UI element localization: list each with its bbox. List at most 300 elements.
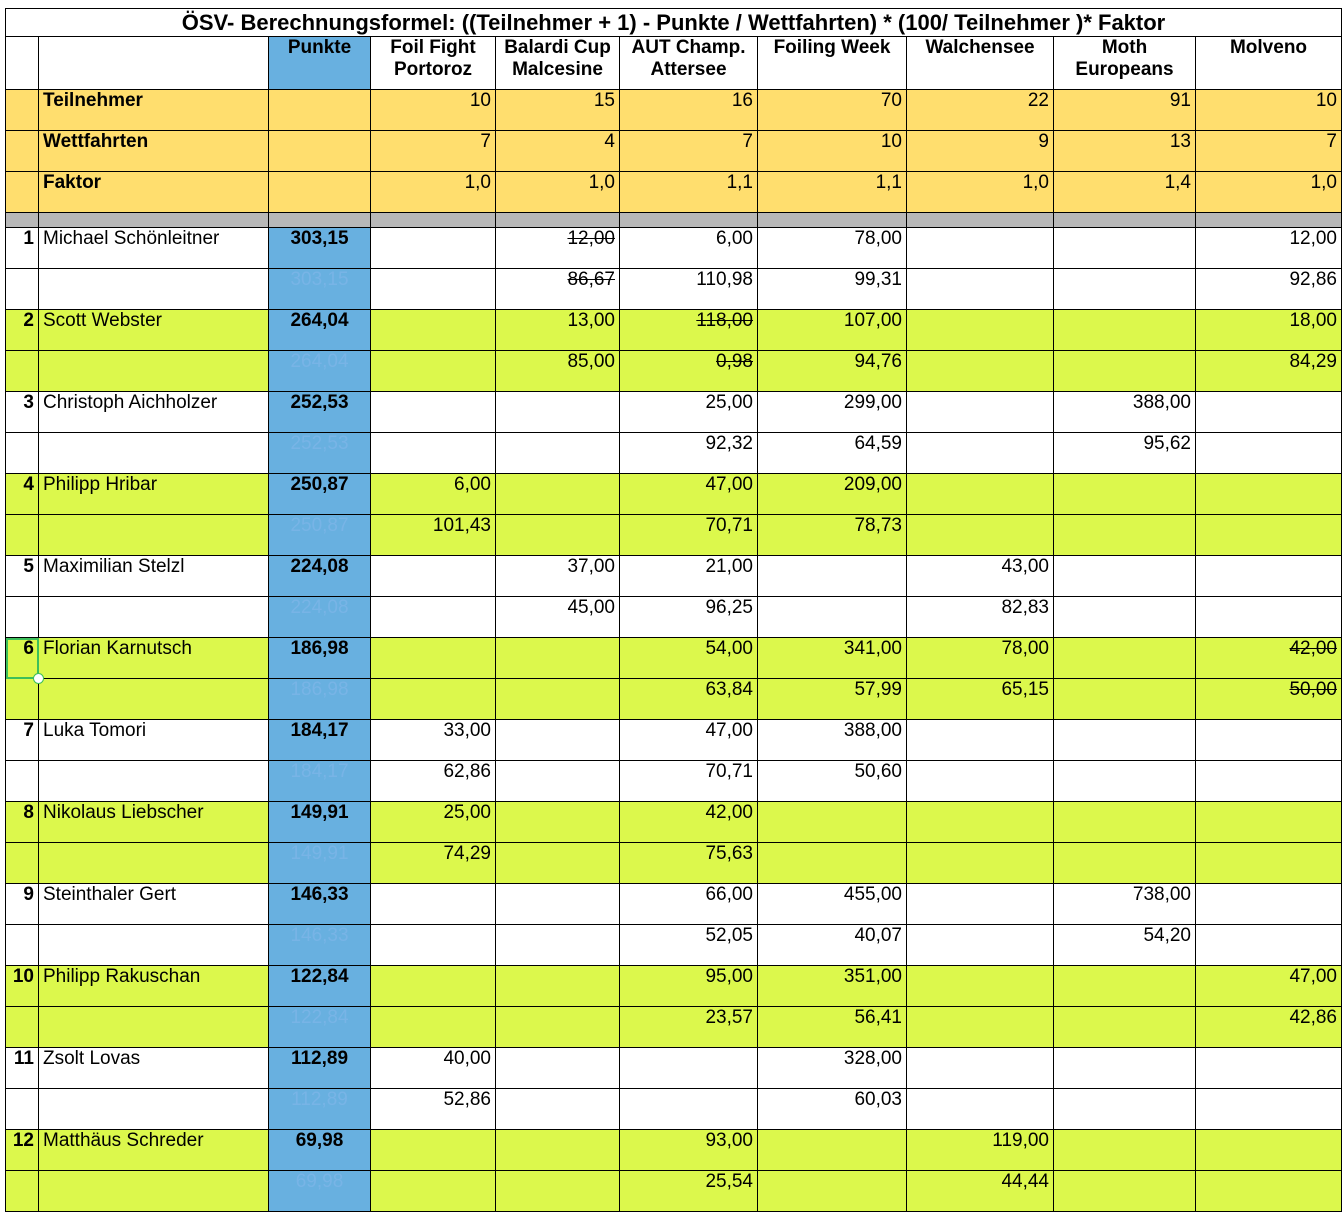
raw-points-cell[interactable] [496,474,620,515]
param-points-cell[interactable] [269,90,371,131]
rank-cell[interactable]: 11 [6,1048,39,1089]
event-score-cell[interactable]: 42,86 [1196,1007,1342,1048]
rank-cell[interactable]: 5 [6,556,39,597]
rank-cell[interactable]: 1 [6,228,39,269]
raw-points-cell[interactable]: 93,00 [620,1130,758,1171]
event-score-cell[interactable] [371,925,496,966]
param-value-cell[interactable]: 4 [496,131,620,172]
param-points-cell[interactable] [269,172,371,213]
event-score-cell[interactable] [496,1171,620,1212]
separator-cell [1196,213,1342,228]
rank-blank-cell[interactable] [6,433,39,474]
sailor-name-cell[interactable]: Michael Schönleitner [39,228,269,269]
event-score-cell[interactable]: 84,29 [1196,351,1342,392]
raw-points-cell[interactable] [1196,720,1342,761]
raw-points-cell[interactable] [1196,1048,1342,1089]
raw-points-cell[interactable]: 299,00 [758,392,907,433]
raw-points-cell[interactable] [371,392,496,433]
raw-points-cell[interactable]: 388,00 [1054,392,1196,433]
total-points-shadow-cell[interactable]: 122,84 [269,1007,371,1048]
rank-blank-cell[interactable] [6,351,39,392]
sailor-name-cell[interactable]: Philipp Rakuschan [39,966,269,1007]
param-value-cell[interactable]: 10 [1196,90,1342,131]
separator-cell [6,213,39,228]
event-score-cell[interactable] [371,433,496,474]
sailor-score-row [6,1007,1342,1048]
raw-points-cell[interactable] [1196,1130,1342,1171]
rank-cell[interactable]: 8 [6,802,39,843]
raw-points-cell[interactable]: 209,00 [758,474,907,515]
raw-points-cell[interactable] [907,884,1054,925]
raw-points-cell[interactable] [371,638,496,679]
raw-points-cell[interactable] [758,802,907,843]
event-score-cell[interactable]: 52,05 [620,925,758,966]
event-score-cell[interactable] [496,843,620,884]
event-score-cell[interactable]: 82,83 [907,597,1054,638]
raw-points-cell[interactable] [496,638,620,679]
event-score-cell[interactable] [1196,515,1342,556]
event-score-cell[interactable] [620,1089,758,1130]
event-score-cell[interactable] [907,351,1054,392]
event-score-cell[interactable]: 56,41 [758,1007,907,1048]
total-points-cell[interactable]: 250,87 [269,474,371,515]
raw-points-cell[interactable]: 21,00 [620,556,758,597]
raw-points-cell[interactable] [496,720,620,761]
raw-points-cell[interactable]: 107,00 [758,310,907,351]
event-score-cell[interactable]: 99,31 [758,269,907,310]
raw-points-cell[interactable] [1054,638,1196,679]
param-row [6,131,1342,172]
raw-points-cell[interactable]: 78,00 [907,638,1054,679]
total-points-cell[interactable]: 264,04 [269,310,371,351]
raw-points-cell[interactable]: 37,00 [496,556,620,597]
header-event-cell[interactable] [496,37,620,90]
param-value-cell[interactable]: 9 [907,131,1054,172]
total-points-shadow-cell[interactable]: 184,17 [269,761,371,802]
event-score-cell[interactable]: 95,62 [1054,433,1196,474]
raw-points-cell[interactable]: 118,00 [620,310,758,351]
rank-cell[interactable]: 10 [6,966,39,1007]
sailor-score-row [6,351,1342,392]
event-score-cell[interactable] [1054,597,1196,638]
raw-points-cell[interactable] [496,966,620,1007]
event-score-cell[interactable] [371,1007,496,1048]
sailor-name-cell[interactable]: Luka Tomori [39,720,269,761]
param-value-cell[interactable]: 13 [1054,131,1196,172]
name-blank-cell[interactable] [39,843,269,884]
event-score-cell[interactable]: 60,03 [758,1089,907,1130]
raw-points-cell[interactable]: 328,00 [758,1048,907,1089]
rank-blank-cell[interactable] [6,1007,39,1048]
raw-points-cell[interactable] [496,802,620,843]
raw-points-cell[interactable]: 43,00 [907,556,1054,597]
event-score-cell[interactable] [1054,1171,1196,1212]
sailor-score-row [6,597,1342,638]
event-score-cell[interactable]: 40,07 [758,925,907,966]
param-value-cell[interactable]: 10 [371,90,496,131]
event-score-cell[interactable] [907,843,1054,884]
sailor-name-cell[interactable]: Matthäus Schreder [39,1130,269,1171]
total-points-cell[interactable]: 303,15 [269,228,371,269]
header-event-cell[interactable] [620,37,758,90]
sailor-name-cell[interactable]: Florian Karnutsch [39,638,269,679]
param-blank-cell[interactable] [6,172,39,213]
event-score-cell[interactable] [371,351,496,392]
event-score-cell[interactable] [1054,843,1196,884]
event-score-cell[interactable] [1054,679,1196,720]
sailor-row [6,1048,1342,1089]
rank-blank-cell[interactable] [6,515,39,556]
raw-points-cell[interactable]: 42,00 [1196,638,1342,679]
param-value-cell[interactable]: 1,0 [371,172,496,213]
event-score-cell[interactable] [371,269,496,310]
event-score-cell[interactable] [907,1089,1054,1130]
event-score-cell[interactable]: 70,71 [620,515,758,556]
total-points-cell[interactable]: 122,84 [269,966,371,1007]
event-score-cell[interactable]: 92,86 [1196,269,1342,310]
event-score-cell[interactable] [758,843,907,884]
sailor-name-cell[interactable]: Steinthaler Gert [39,884,269,925]
rank-cell[interactable]: 6 [6,638,39,679]
event-score-cell[interactable]: 86,67 [496,269,620,310]
raw-points-cell[interactable] [371,228,496,269]
name-blank-cell[interactable] [39,515,269,556]
event-score-cell[interactable] [1054,761,1196,802]
raw-points-cell[interactable]: 6,00 [371,474,496,515]
total-points-shadow-cell[interactable]: 186,98 [269,679,371,720]
raw-points-cell[interactable] [1054,1048,1196,1089]
header-event-cell[interactable] [1054,37,1196,90]
total-points-cell[interactable]: 149,91 [269,802,371,843]
raw-points-cell[interactable]: 119,00 [907,1130,1054,1171]
event-score-cell[interactable] [907,433,1054,474]
header-event-cell[interactable] [371,37,496,90]
sailor-row [6,884,1342,925]
raw-points-cell[interactable] [758,1130,907,1171]
rank-blank-cell[interactable] [6,925,39,966]
rank-blank-cell[interactable] [6,1171,39,1212]
total-points-shadow-cell[interactable]: 264,04 [269,351,371,392]
raw-points-cell[interactable] [907,310,1054,351]
rank-blank-cell[interactable] [6,269,39,310]
raw-points-cell[interactable]: 33,00 [371,720,496,761]
sailor-score-row [6,679,1342,720]
name-blank-cell[interactable] [39,1089,269,1130]
event-score-cell[interactable]: 63,84 [620,679,758,720]
total-points-shadow-cell[interactable]: 250,87 [269,515,371,556]
separator-cell [496,213,620,228]
raw-points-cell[interactable] [1054,310,1196,351]
event-score-cell[interactable] [758,1171,907,1212]
raw-points-cell[interactable]: 738,00 [1054,884,1196,925]
raw-points-cell[interactable] [907,966,1054,1007]
param-blank-cell[interactable] [6,131,39,172]
sailor-name-cell[interactable]: Scott Webster [39,310,269,351]
event-score-cell[interactable]: 0,98 [620,351,758,392]
sailor-name-cell[interactable]: Zsolt Lovas [39,1048,269,1089]
event-score-cell[interactable] [1196,761,1342,802]
raw-points-cell[interactable] [907,1048,1054,1089]
raw-points-cell[interactable]: 388,00 [758,720,907,761]
raw-points-cell[interactable]: 95,00 [620,966,758,1007]
event-score-cell[interactable]: 85,00 [496,351,620,392]
raw-points-cell[interactable] [1196,802,1342,843]
event-score-cell[interactable]: 70,71 [620,761,758,802]
rank-blank-cell[interactable] [6,1089,39,1130]
raw-points-cell[interactable]: 78,00 [758,228,907,269]
raw-points-cell[interactable]: 25,00 [620,392,758,433]
raw-points-cell[interactable]: 18,00 [1196,310,1342,351]
raw-points-cell[interactable] [496,1048,620,1089]
rank-blank-cell[interactable] [6,679,39,720]
rank-blank-cell[interactable] [6,761,39,802]
raw-points-cell[interactable] [1054,966,1196,1007]
event-score-cell[interactable] [371,1171,496,1212]
sailor-name-cell[interactable]: Christoph Aichholzer [39,392,269,433]
event-score-cell[interactable] [496,761,620,802]
total-points-shadow-cell[interactable]: 252,53 [269,433,371,474]
header-rank-cell[interactable] [6,37,39,90]
total-points-shadow-cell[interactable]: 149,91 [269,843,371,884]
total-points-cell[interactable]: 186,98 [269,638,371,679]
param-value-cell[interactable]: 22 [907,90,1054,131]
event-score-cell[interactable] [1196,1171,1342,1212]
event-score-cell[interactable] [371,597,496,638]
name-blank-cell[interactable] [39,925,269,966]
event-score-cell[interactable]: 94,76 [758,351,907,392]
raw-points-cell[interactable] [1196,556,1342,597]
param-value-cell[interactable]: 15 [496,90,620,131]
event-score-cell[interactable] [1054,269,1196,310]
event-score-cell[interactable] [1054,515,1196,556]
param-row [6,90,1342,131]
total-points-cell[interactable]: 252,53 [269,392,371,433]
raw-points-cell[interactable] [496,1130,620,1171]
event-score-cell[interactable]: 25,54 [620,1171,758,1212]
sailor-name-cell[interactable]: Philipp Hribar [39,474,269,515]
total-points-cell[interactable]: 146,33 [269,884,371,925]
event-score-cell[interactable]: 62,86 [371,761,496,802]
name-blank-cell[interactable] [39,761,269,802]
raw-points-cell[interactable]: 47,00 [1196,966,1342,1007]
event-score-cell[interactable]: 50,60 [758,761,907,802]
raw-points-cell[interactable]: 12,00 [496,228,620,269]
event-score-cell[interactable]: 45,00 [496,597,620,638]
total-points-shadow-cell[interactable]: 69,98 [269,1171,371,1212]
param-label-cell[interactable]: Faktor [39,172,269,213]
raw-points-cell[interactable]: 40,00 [371,1048,496,1089]
event-score-cell[interactable] [907,1007,1054,1048]
raw-points-cell[interactable]: 25,00 [371,802,496,843]
event-score-cell[interactable] [496,925,620,966]
event-score-cell[interactable] [1196,597,1342,638]
event-score-cell[interactable]: 110,98 [620,269,758,310]
raw-points-cell[interactable] [496,392,620,433]
separator-cell [269,213,371,228]
ranking-sheet [5,8,1342,1212]
raw-points-cell[interactable] [1196,474,1342,515]
param-value-cell[interactable]: 1,1 [758,172,907,213]
event-score-cell[interactable]: 44,44 [907,1171,1054,1212]
event-score-cell[interactable] [1054,351,1196,392]
rank-cell[interactable]: 7 [6,720,39,761]
event-score-cell[interactable] [1196,1089,1342,1130]
raw-points-cell[interactable] [1196,884,1342,925]
total-points-shadow-cell[interactable]: 146,33 [269,925,371,966]
param-value-cell[interactable]: 7 [620,131,758,172]
raw-points-cell[interactable] [620,1048,758,1089]
event-score-cell[interactable] [496,1007,620,1048]
sailor-name-cell[interactable]: Maximilian Stelzl [39,556,269,597]
raw-points-cell[interactable] [371,966,496,1007]
name-blank-cell[interactable] [39,269,269,310]
event-score-cell[interactable]: 23,57 [620,1007,758,1048]
raw-points-cell[interactable]: 351,00 [758,966,907,1007]
event-score-cell[interactable] [907,269,1054,310]
total-points-cell[interactable]: 184,17 [269,720,371,761]
rank-cell[interactable]: 3 [6,392,39,433]
total-points-cell[interactable]: 224,08 [269,556,371,597]
event-score-cell[interactable]: 74,29 [371,843,496,884]
rank-cell[interactable]: 9 [6,884,39,925]
event-score-cell[interactable] [1196,843,1342,884]
param-value-cell[interactable]: 1,0 [1196,172,1342,213]
total-points-shadow-cell[interactable]: 224,08 [269,597,371,638]
param-value-cell[interactable]: 16 [620,90,758,131]
name-blank-cell[interactable] [39,351,269,392]
total-points-shadow-cell[interactable]: 112,89 [269,1089,371,1130]
raw-points-cell[interactable] [758,556,907,597]
event-score-cell[interactable]: 78,73 [758,515,907,556]
event-score-cell[interactable]: 54,20 [1054,925,1196,966]
event-score-cell[interactable] [1196,433,1342,474]
event-score-cell[interactable] [496,1089,620,1130]
raw-points-cell[interactable] [1054,556,1196,597]
event-score-cell[interactable] [907,925,1054,966]
raw-points-cell[interactable]: 42,00 [620,802,758,843]
event-score-cell[interactable]: 50,00 [1196,679,1342,720]
raw-points-cell[interactable] [371,1130,496,1171]
event-score-cell[interactable]: 75,63 [620,843,758,884]
raw-points-cell[interactable] [907,720,1054,761]
event-name-line2: Malcesine [512,59,603,80]
rank-blank-cell[interactable] [6,597,39,638]
raw-points-cell[interactable] [907,474,1054,515]
separator-cell [758,213,907,228]
param-value-cell[interactable]: 91 [1054,90,1196,131]
rank-cell[interactable]: 12 [6,1130,39,1171]
raw-points-cell[interactable]: 6,00 [620,228,758,269]
event-score-cell[interactable] [496,433,620,474]
raw-points-cell[interactable]: 54,00 [620,638,758,679]
selection-fill-handle[interactable] [33,673,44,684]
event-score-cell[interactable]: 92,32 [620,433,758,474]
param-points-cell[interactable] [269,131,371,172]
event-score-cell[interactable]: 101,43 [371,515,496,556]
event-score-cell[interactable] [496,679,620,720]
sailor-row [6,966,1342,1007]
header-points-cell[interactable]: Punkte [269,37,371,90]
event-score-cell[interactable] [1054,1007,1196,1048]
header-event-cell[interactable] [1196,37,1342,90]
param-label-cell[interactable]: Wettfahrten [39,131,269,172]
rank-blank-cell[interactable] [6,843,39,884]
name-blank-cell[interactable] [39,1171,269,1212]
param-value-cell[interactable]: 1,1 [620,172,758,213]
event-score-cell[interactable]: 96,25 [620,597,758,638]
rank-cell[interactable]: 2 [6,310,39,351]
name-blank-cell[interactable] [39,679,269,720]
raw-points-cell[interactable] [1054,802,1196,843]
raw-points-cell[interactable]: 455,00 [758,884,907,925]
param-value-cell[interactable]: 7 [371,131,496,172]
param-value-cell[interactable]: 1,4 [1054,172,1196,213]
name-blank-cell[interactable] [39,1007,269,1048]
event-score-cell[interactable] [496,515,620,556]
param-value-cell[interactable]: 70 [758,90,907,131]
raw-points-cell[interactable] [496,884,620,925]
param-value-cell[interactable]: 10 [758,131,907,172]
event-score-cell[interactable] [1196,925,1342,966]
raw-points-cell[interactable] [1054,228,1196,269]
raw-points-cell[interactable]: 66,00 [620,884,758,925]
raw-points-cell[interactable]: 341,00 [758,638,907,679]
raw-points-cell[interactable]: 47,00 [620,720,758,761]
param-value-cell[interactable]: 7 [1196,131,1342,172]
rank-cell[interactable]: 4 [6,474,39,515]
raw-points-cell[interactable] [371,310,496,351]
total-points-shadow-cell[interactable]: 303,15 [269,269,371,310]
event-score-cell[interactable]: 65,15 [907,679,1054,720]
event-score-cell[interactable] [907,761,1054,802]
event-score-cell[interactable] [371,679,496,720]
param-value-cell[interactable]: 1,0 [907,172,1054,213]
name-blank-cell[interactable] [39,433,269,474]
sailor-row [6,802,1342,843]
event-score-cell[interactable] [907,515,1054,556]
raw-points-cell[interactable]: 47,00 [620,474,758,515]
event-name-line1: AUT Champ. [631,37,746,58]
total-points-cell[interactable]: 69,98 [269,1130,371,1171]
event-score-cell[interactable]: 52,86 [371,1089,496,1130]
param-value-cell[interactable]: 1,0 [496,172,620,213]
header-event-cell[interactable] [907,37,1054,90]
name-blank-cell[interactable] [39,597,269,638]
sailor-name-cell[interactable]: Nikolaus Liebscher [39,802,269,843]
header-name-cell[interactable] [39,37,269,90]
raw-points-cell[interactable]: 12,00 [1196,228,1342,269]
raw-points-cell[interactable] [1054,474,1196,515]
raw-points-cell[interactable] [371,884,496,925]
raw-points-cell[interactable]: 13,00 [496,310,620,351]
raw-points-cell[interactable] [1054,720,1196,761]
raw-points-cell[interactable] [1196,392,1342,433]
raw-points-cell[interactable] [371,556,496,597]
sheet-title[interactable]: ÖSV- Berechnungsformel: ((Teilnehmer + 1) - Punkte / Wettfahrten) * (100/ Teilnehmer )* Faktor [6,9,1342,37]
event-score-cell[interactable]: 64,59 [758,433,907,474]
param-label-cell[interactable]: Teilnehmer [39,90,269,131]
param-blank-cell[interactable] [6,90,39,131]
event-score-cell[interactable] [1054,1089,1196,1130]
raw-points-cell[interactable] [907,392,1054,433]
raw-points-cell[interactable] [907,802,1054,843]
raw-points-cell[interactable] [907,228,1054,269]
event-score-cell[interactable]: 57,99 [758,679,907,720]
header-event-cell[interactable] [758,37,907,90]
raw-points-cell[interactable] [1054,1130,1196,1171]
event-score-cell[interactable] [758,597,907,638]
total-points-cell[interactable]: 112,89 [269,1048,371,1089]
